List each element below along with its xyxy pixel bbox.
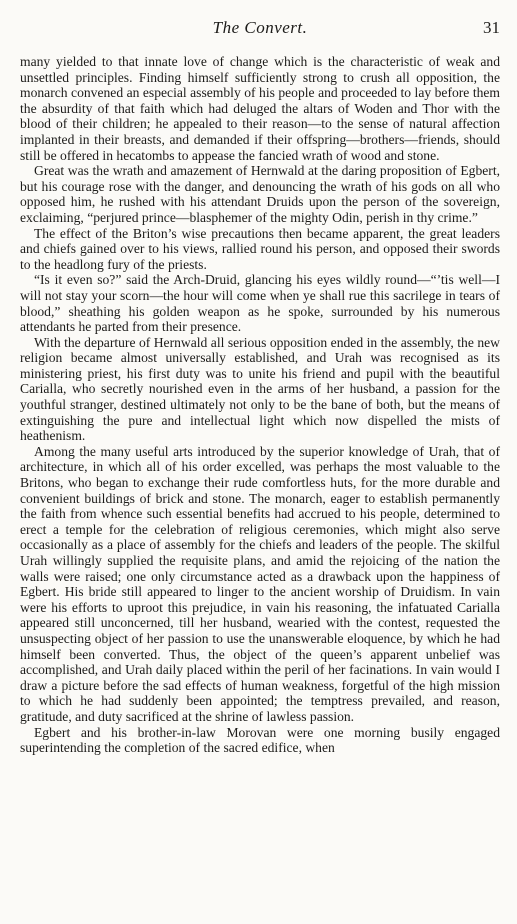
paragraph-3: The effect of the Briton’s wise precautions then became apparent, the great leaders and chiefs gained over to his views, rallied round his person, and opposed their swords to the headlong fury of the priests. — [20, 225, 500, 272]
paragraph-6: Among the many useful arts introduced by the superior knowledge of Urah, that of architecture, in which all of his order excelled, was perhaps the most valuable to the Britons, who began to exchange their rude comfortless huts, for the more durable and convenient buildings of brick and stone. The monarch, eager to establish permanently the faith from whence such essential benefits had accrued to his people, determined to erect a temple for the celebration of religious ceremonies, which might also serve occasionally as a place of assembly for the chiefs and leaders of the people. The skilful Urah willingly supplied the requisite plans, and amid the rejoicing of the nation the walls were raised; one only circumstance acted as a drawback upon the happiness of Egbert. His bride still appeared to linger to the ancient worship of Druidism. In vain were his efforts to uproot this prejudice, in vain his reasoning, the infatuated Carialla appeared still unconcerned, till her husband, wearied with the contest, requested the unsuspecting object of her passion to use the unanswerable eloquence, by which he had himself been converted. Thus, the object of the queen’s apparent unbelief was accomplished, and Urah daily placed within the peril of her facinations. In vain would I draw a picture before the sad effects of human weakness, forgetful of the high mission to which he had suddenly been appointed; the temptress prevailed, and reason, gratitude, and duty sacrificed at the shrine of lawless passion. — [20, 443, 500, 724]
running-title: The Convert. — [212, 18, 308, 37]
paragraph-4: “Is it even so?” said the Arch-Druid, glancing his eyes wildly round—“’tis well—I will not stay your scorn—the hour will come when ye shall rue this sacrilege in tears of blood,” sheathing his golden weapon as he spoke, surrounded by his numerous attendants he parted from their presence. — [20, 272, 500, 335]
paragraph-5: With the departure of Hernwald all serious opposition ended in the assembly, the new religion became almost universally established, and Urah was recognised as its ministering priest, his first duty was to unite his friend and pupil with the beautiful Carialla, who secretly nourished even in the arms of her husband, a passion for the youthful stranger, destined ultimately not only to be the bane of both, but the means of extinguishing the pure and intellectual light which now dispelled the mists of heathenism. — [20, 334, 500, 444]
page-number: 31 — [483, 18, 500, 37]
body-text — [20, 54, 500, 756]
book-page — [20, 18, 500, 908]
running-head — [20, 18, 500, 46]
paragraph-2: Great was the wrath and amazement of Hernwald at the daring proposition of Egbert, but his courage rose with the danger, and denouncing the wrath of his gods on all who opposed him, he rushed with his attendant Druids upon the person of the sovereign, exclaiming, “perjured prince—blasphemer of the mighty Odin, perish in thy crime.” — [20, 163, 500, 225]
paragraph-7: Egbert and his brother-in-law Morovan were one morning busily engaged superintending the completion of the sacred edifice, when — [20, 724, 500, 756]
paragraph-1: many yielded to that innate love of change which is the characteristic of weak and unsettled principles. Finding himself sufficiently strong to crush all opposition, the monarch convened an especial assembly of his people and proceeded to lay before them the absurdity of that faith which had deluged the altars of Woden and Thor with the blood of their children; he appealed to their reason—to the sense of natural affection implanted in their breasts, and demanded if their offspring—brothers—friends, should still be offered in hecatombs to appease the fancied wrath of wood and stone. — [20, 54, 500, 163]
